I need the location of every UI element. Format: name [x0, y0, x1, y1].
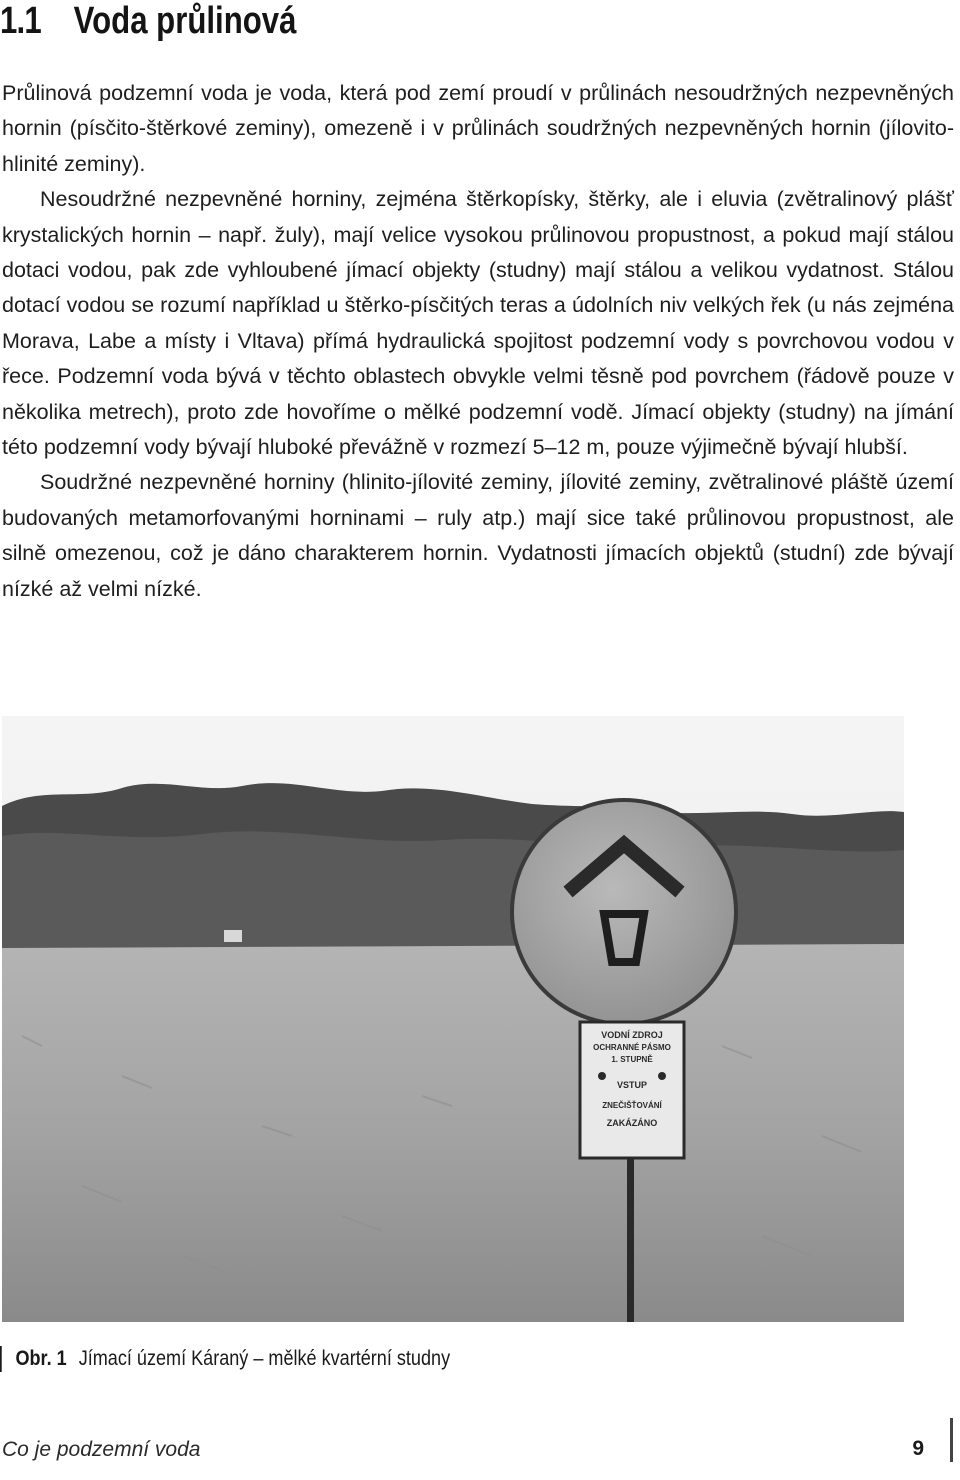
sign-line: VODNÍ ZDROJ — [601, 1030, 663, 1040]
section-heading — [0, 0, 296, 44]
sign-line: VSTUP — [616, 1080, 648, 1090]
meadow-sign-photo — [2, 716, 904, 1322]
sign-line: OCHRANNÉ PÁSMO — [593, 1043, 671, 1052]
warning-sign — [580, 1022, 684, 1158]
section-title: Voda průlinová — [73, 0, 297, 42]
figure-photo — [2, 716, 904, 1322]
paragraph: Průlinová podzemní voda je voda, která pod zemí proudí v průlinách nesoudržných nezpevněných hornin (písčito-štěrkové zeminy), omezeně i v průlinách soudržných nezpevněných hornin (jílovito-hlinité zeminy). — [2, 81, 954, 176]
sign-line: 1. STUPNĚ — [611, 1055, 653, 1064]
section-number: 1.1 — [0, 0, 41, 42]
sign-line: ZNEČIŠŤOVÁNÍ — [602, 1101, 662, 1110]
figure-caption — [0, 1346, 450, 1372]
body-text — [2, 76, 954, 607]
caption-text: Jímací území Káraný – mělké kvartérní studny — [78, 1347, 451, 1370]
paragraph: Nesoudržné nezpevněné horniny, zejména štěrkopísky, štěrky, ale i eluvia (zvětralinový plášť krystalických hornin – např. žuly), mají velice vysokou průlinovou propustnost, a pokud mají stálou dotaci vodou, pak zde vyhloubené jímací objekty (studny) mají stálou a velikou vydatnost. Stálou dotací vodou se rozumí například u štěrko-písčitých teras a údolních niv velkých řek (u nás zejména Morava, Labe a místy i Vltava) přímá hydraulická spojitost podzemní vody s povrchovou vodou v řece. Podzemní voda bývá v těchto oblastech obvykle velmi těsně pod povrchem (řádově pouze v několika metrech), proto zde hovoříme o mělké podzemní vodě. Jímací objekty (studny) na jímání této podzemní vody bývají hluboké převážně v rozmezí 5–12 m, pouze výjimečně bývají hlubší. — [2, 187, 954, 460]
running-footer-title: Co je podzemní voda — [2, 1438, 201, 1461]
footer-rule — [950, 1418, 953, 1462]
caption-label: Obr. 1 — [15, 1347, 67, 1370]
sign-line: ZAKÁZÁNO — [606, 1118, 658, 1128]
meadow — [2, 944, 904, 1322]
paragraph: Soudržné nezpevněné horniny (hlinito-jílovité zeminy, jílovité zeminy, zvětralinové pláště území budovaných metamorfovanými horninami – ruly atp.) mají sice také průlinovou propustnost, ale silně omezenou, což je dáno charakterem hornin. Vydatnosti jímacích objektů (studní) zde bývají nízké až velmi nízké. — [2, 470, 954, 601]
caption-rule — [0, 1346, 2, 1372]
page-number: 9 — [912, 1437, 924, 1460]
